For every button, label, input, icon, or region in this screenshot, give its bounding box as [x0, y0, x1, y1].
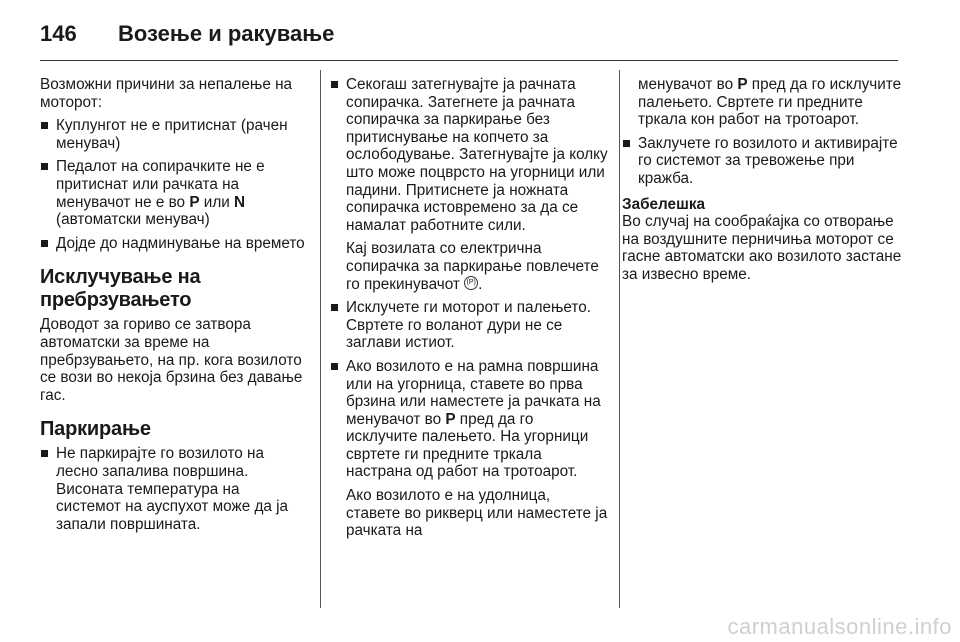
- list-item: Не паркирајте го возилото на лесно запалива површина. Висоната температура на системот на ауспухот може да ја запали површината.: [40, 445, 308, 533]
- list-item: Ако возилото е на рамна површина или на угорница, ставете во прва брзина или наместете ја рачката на менувачот во P пред да го исклучите палењето. На угорници свртете ги предните тркала настрана од работ на тротоарот.: [330, 358, 608, 481]
- page-title: Возење и ракување: [118, 21, 335, 46]
- list-item-continuation: Ако возилото е на удолница, ставете во рикверц или наместете ја рачката на: [346, 487, 608, 540]
- list-item: Куплунгот не е притиснат (рачен менувач): [40, 117, 308, 152]
- causes-list: [40, 117, 308, 252]
- parking-brake-icon: (P): [464, 276, 478, 290]
- note-text: Во случај на сообраќајка со отворање на воздушните перничиња моторот се гасне автоматски ако возилото застане за извесно време.: [622, 213, 902, 283]
- column-divider: [320, 70, 321, 608]
- header-divider: [40, 60, 898, 61]
- list-item-continuation: менувачот во P пред да го исклучите палењето. Свртете ги предните тркала кон работ на тротоарот.: [638, 76, 902, 129]
- parking-list-cont: [330, 76, 608, 234]
- list-item-continuation: Кај возилата со електрична сопирачка за паркирање повлечете го прекинувачот (P) .: [346, 240, 599, 293]
- list-item: Педалот на сопирачките не е притиснат или рачката на менувачот не е во P или N (автоматски менувач): [40, 158, 308, 228]
- column-divider: [619, 70, 620, 608]
- page-number: 146: [40, 21, 77, 46]
- list-item: Дојде до надминување на времето: [40, 235, 308, 253]
- section-heading-parking: Паркирање: [40, 418, 151, 441]
- page-header: [40, 14, 920, 54]
- causes-intro: Возможни причини за непалење на моторот:: [40, 76, 293, 111]
- section-heading-overrun: Исклучување на пребрзувањето: [40, 266, 201, 312]
- column-3: [622, 76, 906, 290]
- list-item: Исклучете ги моторот и палењето. Свртете го воланот дури не се заглави истиот.: [330, 299, 608, 352]
- overrun-text: Доводот за гориво се затвора автоматски за време на пребрзувањето, на пр. кога возилото се вози во некоја брзина без давање гас.: [40, 316, 303, 404]
- watermark: carmanualsonline.info: [727, 614, 952, 639]
- column-2: [330, 76, 608, 546]
- column-1: [40, 76, 308, 539]
- parking-list: [40, 445, 308, 533]
- list-item: Заклучете го возилото и активирајте го системот за тревожење при кражба.: [622, 135, 906, 188]
- list-item: Секогаш затегнувајте ја рачната сопирачка. Затегнете ја рачната сопирачка за паркирање без притиснување на копчето за ослободување. Затегнувајте ја колку што може поцврсто на угорници или падини. Притиснете ја ножната сопирачка истовремено за да се намалат работните сили.: [330, 76, 608, 234]
- note-heading: Забелешка: [622, 195, 705, 213]
